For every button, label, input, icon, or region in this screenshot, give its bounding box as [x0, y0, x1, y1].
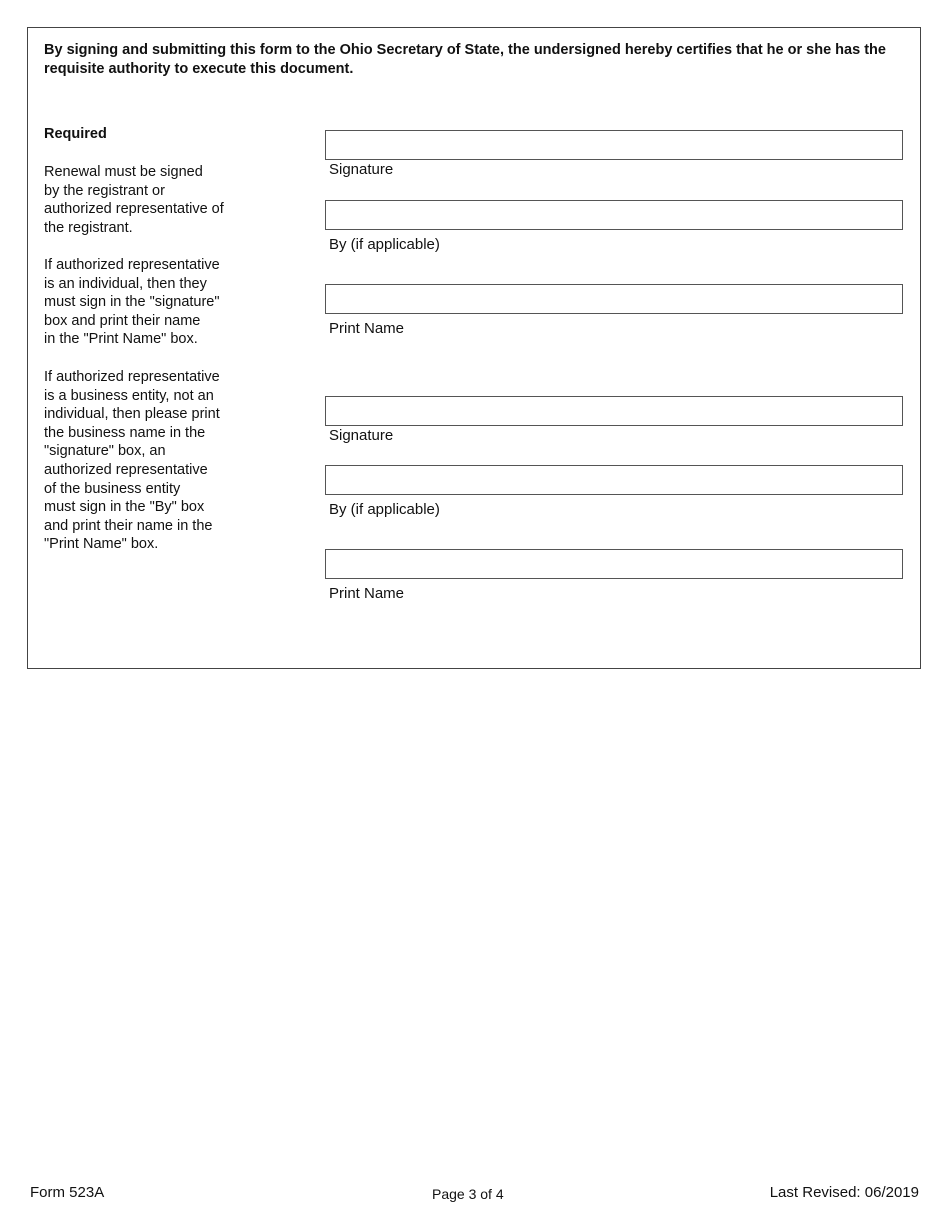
print-name-field-2[interactable]	[325, 549, 903, 579]
print-name-label-1: Print Name	[329, 320, 405, 337]
signature-label-2: Signature	[329, 427, 394, 444]
by-label-1: By (if applicable)	[329, 236, 440, 253]
instruction-individual-representative: If authorized representative is an individual, then they must sign in the "signature" box and print their name in the "Print Name" box.	[44, 257, 220, 348]
print-name-field-1[interactable]	[325, 284, 903, 314]
by-field-2[interactable]	[325, 465, 903, 495]
instruction-renewal-signer: Renewal must be signed by the registrant or authorized representative of the registrant.	[44, 164, 224, 236]
signature-field-1[interactable]	[325, 130, 903, 160]
last-revised: Last Revised: 06/2019	[769, 1184, 919, 1201]
signature-field-2[interactable]	[325, 396, 903, 426]
by-field-1[interactable]	[325, 200, 903, 230]
required-heading: Required	[44, 126, 107, 142]
print-name-label-2: Print Name	[329, 585, 405, 602]
signature-label-1: Signature	[329, 161, 394, 178]
by-label-2: By (if applicable)	[329, 501, 440, 518]
instruction-business-representative: If authorized representative is a business entity, not an individual, then please print the business name in the "signature" box, an authorized representative of the business entity must sign in the "By" box and print their name in the "Print Name" box.	[44, 369, 220, 553]
page-number: Page 3 of 4	[432, 1186, 504, 1202]
certification-statement: By signing and submitting this form to the Ohio Secretary of State, the undersigned hereby certifies that he or she has the requisite authority to execute this document.	[44, 42, 886, 77]
form-number: Form 523A	[30, 1184, 105, 1201]
